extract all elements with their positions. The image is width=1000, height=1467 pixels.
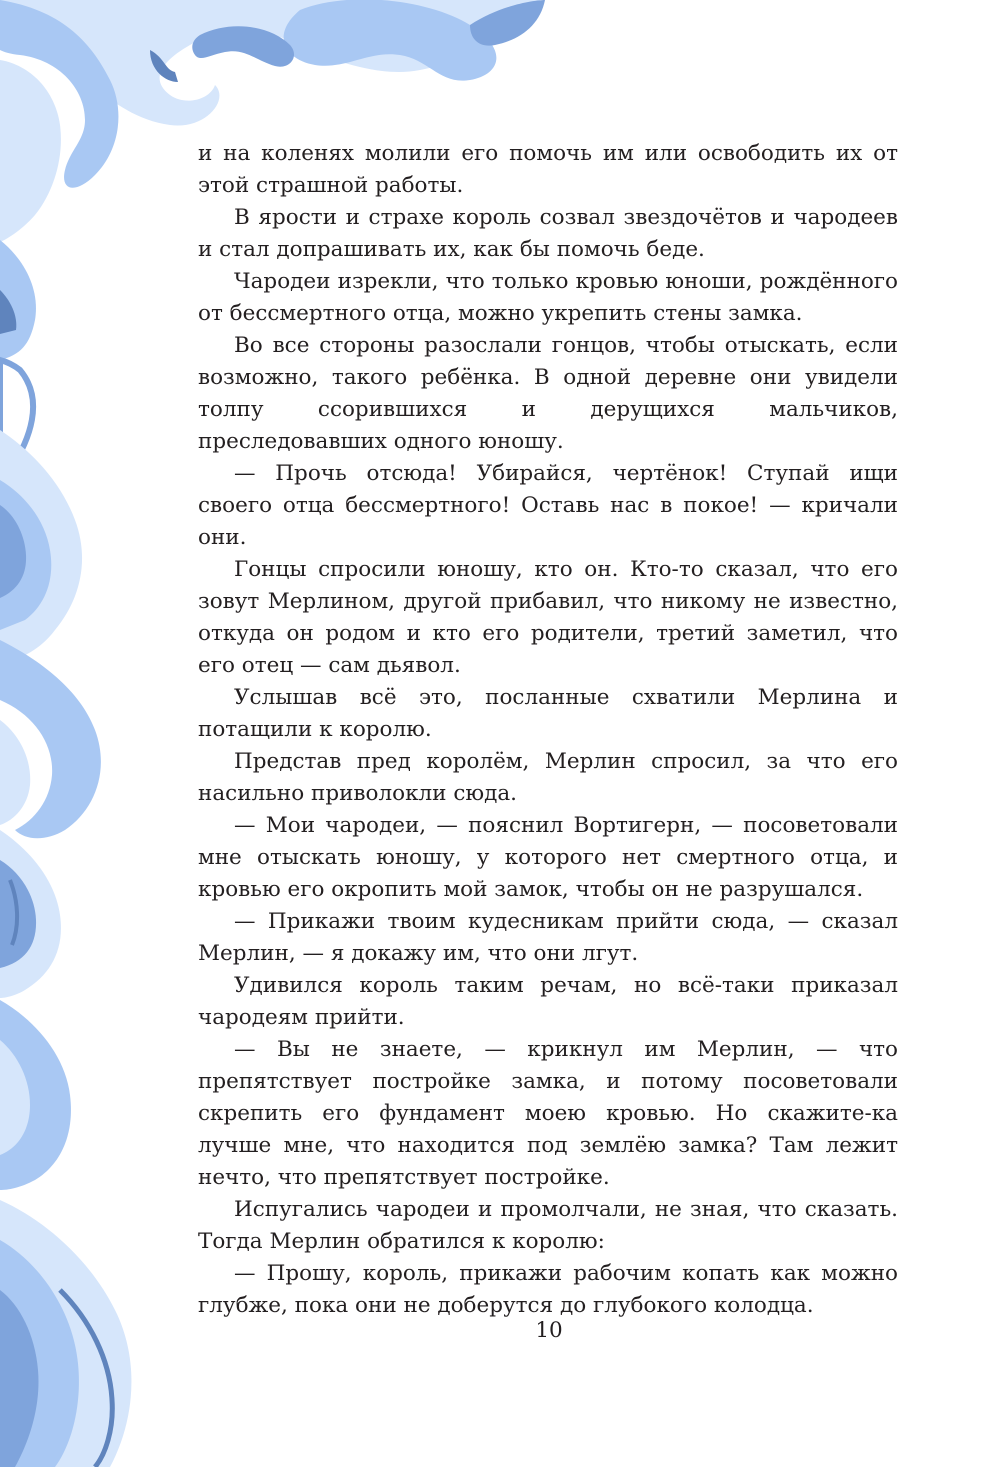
paragraph: — Мои чародеи, — пояснил Вортигерн, — посоветовали мне отыскать юношу, у которого нет смертного отца, и кровью его окропить мой замок, чтобы он не разрушался.	[198, 813, 898, 902]
paragraph: — Прикажи твоим кудесникам прийти сюда, — сказал Мерлин, — я докажу им, что они лгут.	[198, 909, 898, 966]
paragraph: Чародеи изрекли, что только кровью юноши, рождённого от бессмертного отца, можно укрепить стены замка.	[198, 269, 898, 326]
paragraph: — Прошу, король, прикажи рабочим копать как можно глубже, пока они не доберутся до глубокого колодца.	[198, 1261, 898, 1318]
paragraph: — Прочь отсюда! Убирайся, чертёнок! Ступай ищи своего отца бессмертного! Оставь нас в покое! — кричали они.	[198, 461, 898, 550]
page-number: 10	[535, 1318, 563, 1343]
paragraph: Представ пред королём, Мерлин спросил, за что его насильно приволокли сюда.	[198, 749, 898, 806]
left-middle-flourish	[0, 640, 101, 998]
paragraph: Услышав всё это, посланные схватили Мерлина и потащили к королю.	[198, 685, 898, 742]
paragraph: и на коленях молили его помочь им или освободить их от этой страшной работы.	[198, 141, 898, 198]
paragraph: Удивился король таким речам, но всё-таки приказал чародеям прийти.	[198, 973, 898, 1030]
paragraph: — Вы не знаете, — крикнул им Мерлин, — что препятствует постройке замка, и потому посоветовали скрепить его фундамент моею кровью. Но скажите-ка лучше мне, что находится под землёю замка? Там лежит нечто, что препятствует постройке.	[198, 1037, 898, 1190]
paragraph: Гонцы спросили юношу, кто он. Кто-то сказал, что его зовут Мерлином, другой прибавил, что никому не известно, откуда он родом и кто его родители, третий заметил, что его отец — сам дьявол.	[198, 557, 898, 678]
paragraph: В ярости и страхе король созвал звездочётов и чародеев и стал допрашивать их, как бы помочь беде.	[198, 205, 898, 262]
book-text-body	[198, 138, 898, 1322]
paragraph: Испугались чародеи и промолчали, не зная, что сказать. Тогда Мерлин обратился к королю:	[198, 1197, 898, 1254]
left-upper-flourish	[0, 240, 82, 662]
paragraph: Во все стороны разослали гонцов, чтобы отыскать, если возможно, такого ребёнка. В одной деревне они увидели толпу ссорившихся и дерущихся мальчиков, преследовавших одного юношу.	[198, 333, 898, 454]
left-lower-flourish	[0, 1000, 131, 1467]
